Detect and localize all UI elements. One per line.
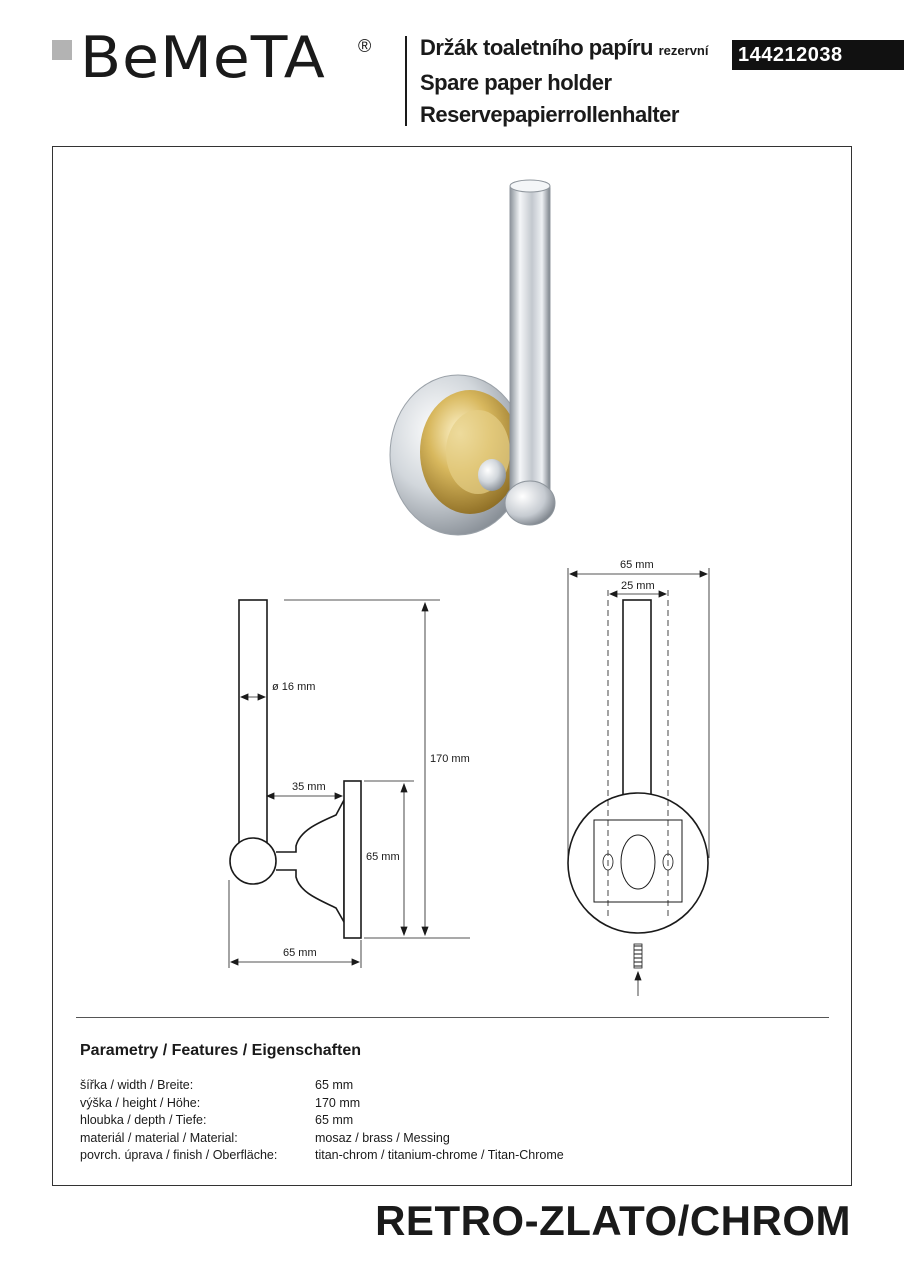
- feature-label: výška / height / Höhe:: [80, 1095, 201, 1110]
- feature-label: materiál / material / Material:: [80, 1130, 238, 1145]
- registered-mark: ®: [358, 36, 372, 56]
- feature-row-depth: [80, 1112, 564, 1130]
- front-view: [568, 600, 708, 933]
- product-code: 144212038: [732, 40, 904, 70]
- dim-holes-label: 25 mm: [621, 580, 655, 592]
- brand-logo: BeMeTA: [80, 24, 326, 92]
- title-de: Reservepapierrollenhalter: [420, 102, 679, 127]
- side-dimension-labels: [272, 681, 470, 959]
- side-view: [230, 600, 361, 938]
- feature-row-width: [80, 1077, 564, 1095]
- title-en: Spare paper holder: [420, 70, 612, 95]
- title-cz-suffix: rezervní: [658, 43, 709, 58]
- features-separator: [76, 1017, 829, 1018]
- front-dimension-labels: [620, 559, 655, 592]
- feature-value: 65 mm: [315, 1113, 354, 1127]
- feature-label: povrch. úprava / finish / Oberfläche:: [80, 1148, 278, 1162]
- dim-base-label: 65 mm: [366, 851, 400, 863]
- feature-row-material: [80, 1130, 564, 1148]
- feature-value: 65 mm: [315, 1078, 354, 1092]
- features-table: [80, 1077, 564, 1165]
- dim-diameter-label: ø 16 mm: [272, 681, 316, 693]
- product-photo: [390, 180, 555, 535]
- feature-row-height: [80, 1095, 564, 1113]
- features-title: Parametry / Features / Eigenschaften: [80, 1042, 361, 1059]
- dim-offset-label: 35 mm: [292, 781, 326, 793]
- feature-value: mosaz / brass / Messing: [315, 1130, 450, 1145]
- title-cz: Držák toaletního papíru rezervní: [420, 35, 709, 60]
- feature-row-finish: [80, 1147, 564, 1165]
- dim-width-label: 65 mm: [620, 559, 654, 571]
- finish-name: RETRO-ZLATO/CHROM: [375, 1197, 851, 1244]
- dim-height-label: 170 mm: [430, 753, 470, 765]
- dim-depth-label: 65 mm: [283, 947, 317, 959]
- feature-label: hloubka / depth / Tiefe:: [80, 1113, 207, 1127]
- feature-value: titan-chrom / titanium-chrome / Titan-Chrome: [315, 1148, 564, 1162]
- feature-label: šířka / width / Breite:: [80, 1078, 194, 1092]
- feature-value: 170 mm: [315, 1095, 361, 1110]
